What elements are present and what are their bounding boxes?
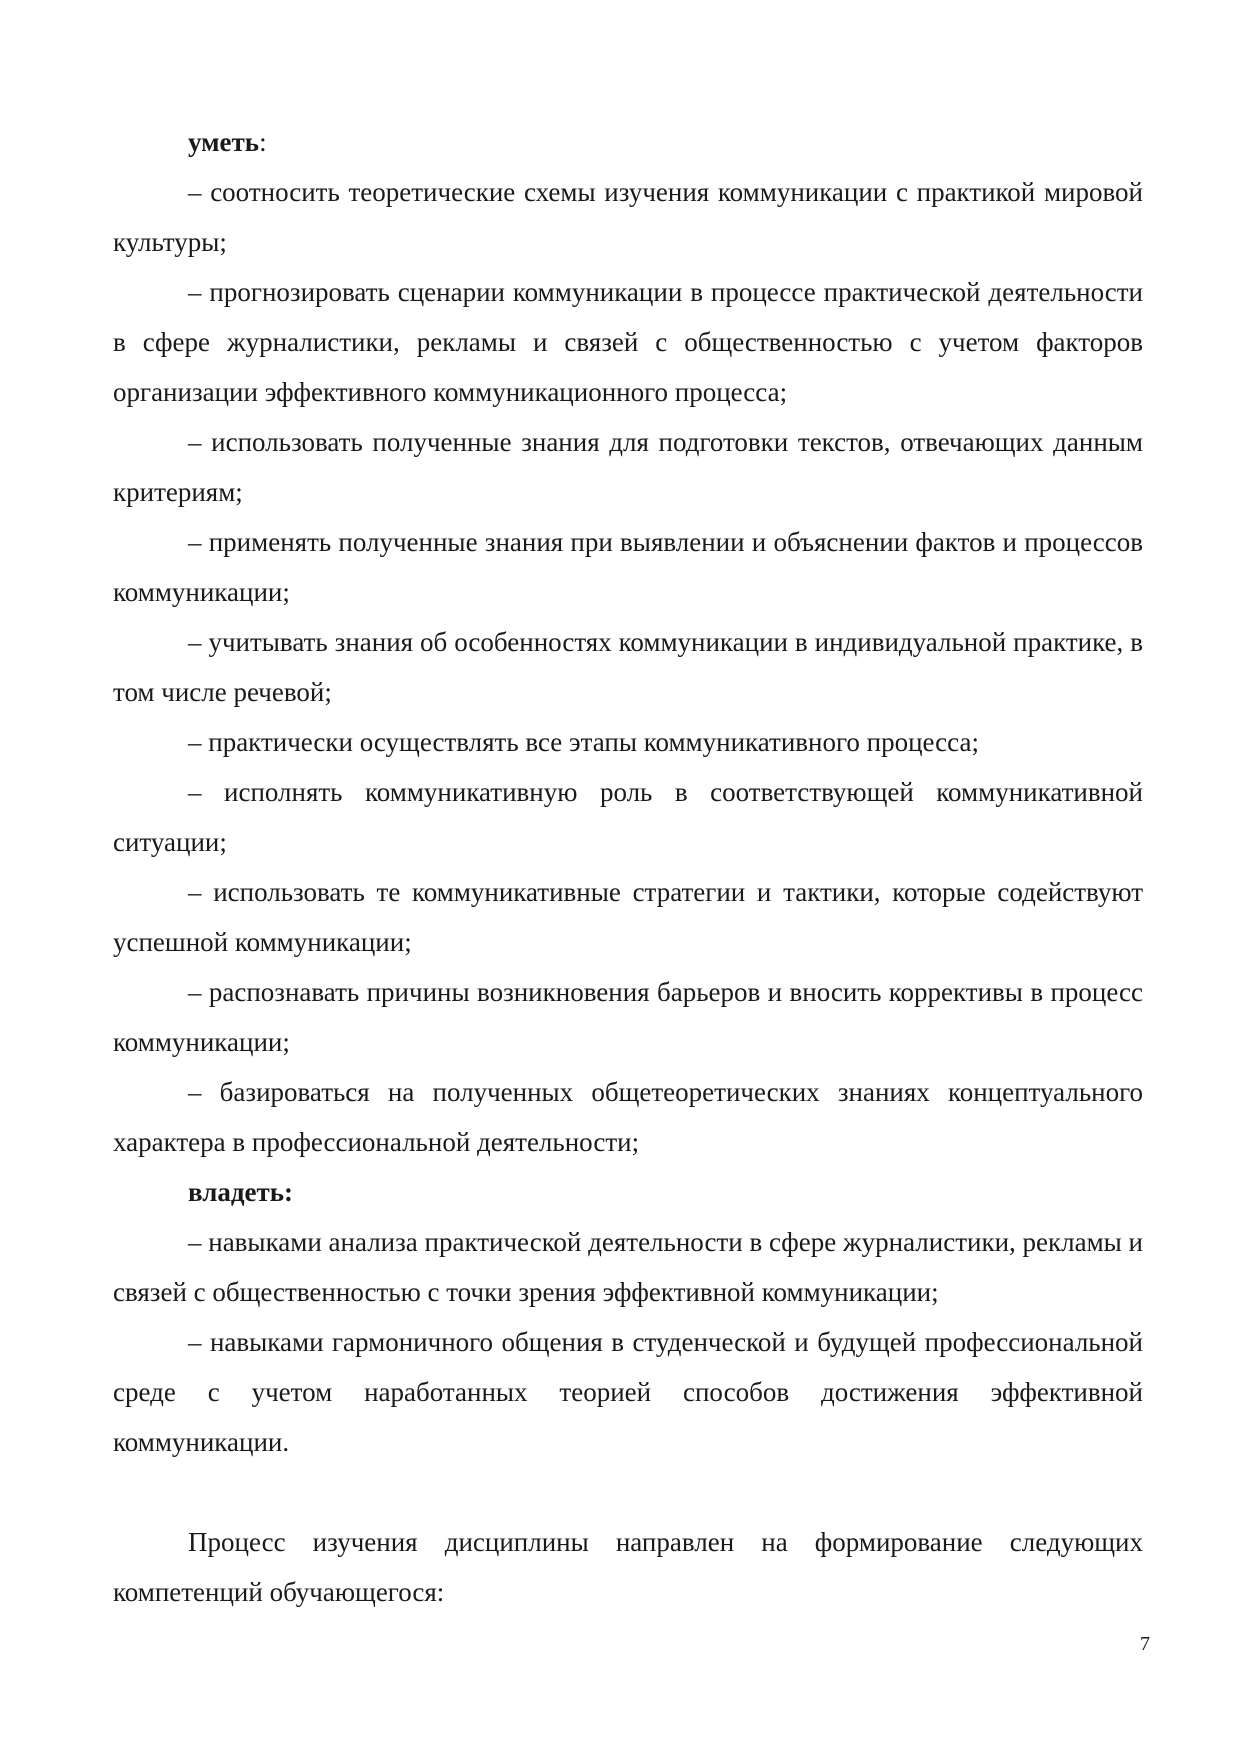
umet-item-3: – использовать полученные знания для подготовки текстов, отвечающих данным критериям; (113, 427, 1143, 507)
closing-paragraph: Процесс изучения дисциплины направлен на формирование следующих компетенций обучающегося: (113, 1527, 1143, 1607)
umet-item-8: – использовать те коммуникативные стратегии и тактики, которые содействуют успешной коммуникации; (113, 877, 1143, 957)
umet-item-4: – применять полученные знания при выявлении и объяснении фактов и процессов коммуникации; (113, 527, 1143, 607)
umet-heading-label: уметь (188, 127, 260, 157)
umet-heading-colon: : (259, 127, 267, 157)
paragraph-gap (113, 1467, 1143, 1517)
page-number: 7 (1140, 1633, 1150, 1655)
vladet-item-1: – навыками анализа практической деятельности в сфере журналистики, рекламы и связей с общественностью с точки зрения эффективной коммуникации; (113, 1227, 1144, 1307)
page-content (113, 117, 1143, 1617)
vladet-item-2: – навыками гармоничного общения в студенческой и будущей профессиональной среде с учетом наработанных теорией способов достижения эффективной коммуникации. (113, 1327, 1143, 1457)
umet-item-6: – практически осуществлять все этапы коммуникативного процесса; (188, 727, 979, 757)
umet-heading (113, 117, 1143, 167)
umet-item-9: – распознавать причины возникновения барьеров и вносить коррективы в процесс коммуникации; (113, 977, 1143, 1057)
umet-item-7: – исполнять коммуникативную роль в соответствующей коммуникативной ситуации; (113, 777, 1143, 857)
umet-item-10: – базироваться на полученных общетеоретических знаниях концептуального характера в профессиональной деятельности; (113, 1077, 1143, 1157)
umet-item-2: – прогнозировать сценарии коммуникации в процессе практической деятельности в сфере журналистики, рекламы и связей с общественностью с учетом факторов организации эффективного коммуникационного процесса; (113, 277, 1143, 407)
umet-item-1: – соотносить теоретические схемы изучения коммуникации с практикой мировой культуры; (113, 177, 1143, 257)
vladet-heading: владеть: (188, 1177, 294, 1207)
umet-item-5: – учитывать знания об особенностях коммуникации в индивидуальной практике, в том числе речевой; (113, 627, 1143, 707)
